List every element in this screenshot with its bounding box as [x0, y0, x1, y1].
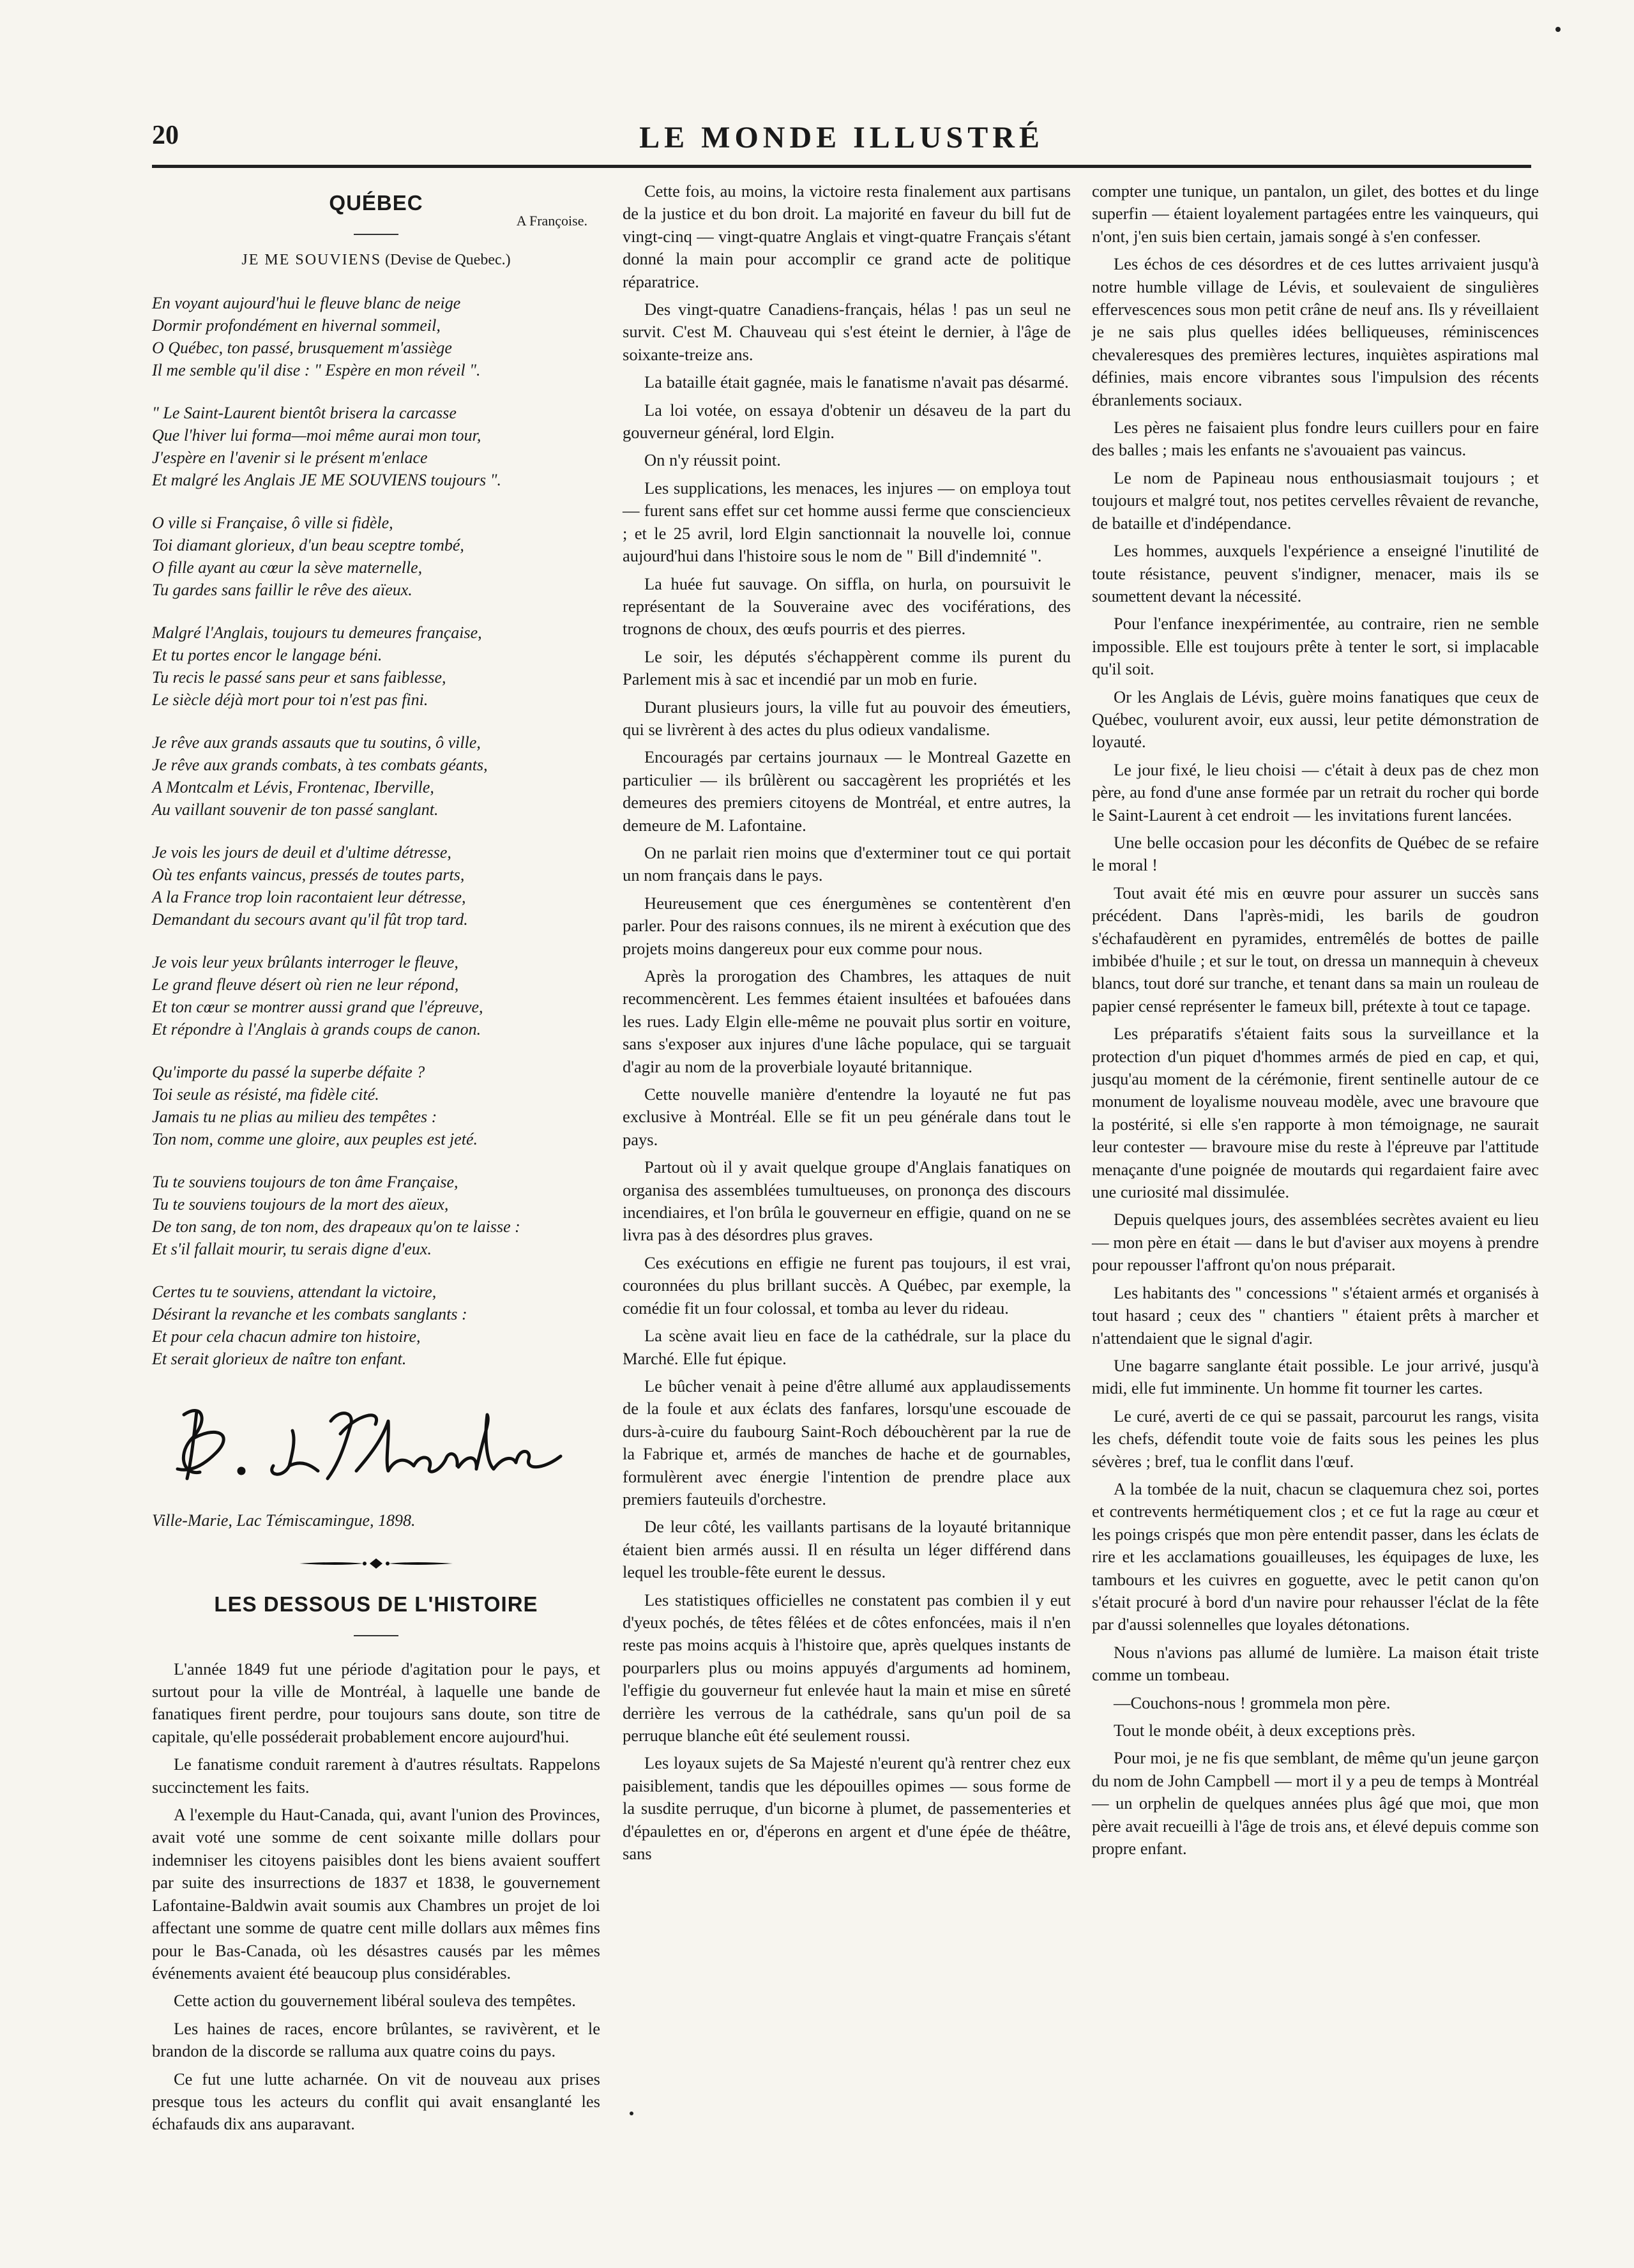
- signature-text: B. de Flandre: [165, 1396, 169, 1397]
- poem-line: Je vois leur yeux brûlants interroger le fleuve,: [152, 953, 458, 972]
- article-paragraph: Tout avait été mis en œuvre pour assurer un succès sans précédent. Dans l'après-midi, les barils de goudron s'échafaudèrent en pyramides, entremêlés de bottes de paille imbibée d'huile ; et sur le tout, on dressa un mannequin à cheveux blancs, tout doré sur tranche, et tenant dans sa main un rouleau de papier censé représenter le fameux bill, prétexte à tout ce tapage.: [1092, 883, 1539, 1016]
- poem-line: Le grand fleuve désert où rien ne leur répond,: [152, 975, 459, 994]
- article-paragraph: La bataille était gagnée, mais le fanatisme n'avait pas désarmé.: [644, 372, 1069, 392]
- article-paragraph: Encouragés par certains journaux — le Montreal Gazette en particulier — ils brûlèrent ou saccagèrent les propriétés et les demeures des premiers citoyens de Montréal, et entre autres, la demeure de M. Lafontaine.: [623, 747, 1071, 835]
- poem-line: Et tu portes encor le langage béni.: [152, 646, 382, 665]
- article-paragraph: De leur côté, les vaillants partisans de la loyauté britannique étaient bien armés aussi. Il en résulta un léger différend dans lequel les trouble-fête eurent le dessus.: [623, 1517, 1071, 1582]
- article-paragraph: Des vingt-quatre Canadiens-français, hélas ! pas un seul ne survit. C'est M. Chauveau qui s'est éteint le dernier, à l'âge de soixante-treize ans.: [623, 300, 1071, 364]
- article-paragraph: Les supplications, les menaces, les injures — on employa tout — furent sans effet sur cet homme aussi ferme que consciencieux ; et le 25 avril, lord Elgin sanctionnait la nouvelle loi, connue aujourd'hui dans l'histoire sous le nom de " Bill d'indemnité ".: [623, 478, 1071, 566]
- poem-stanza: [152, 951, 600, 1040]
- section-ornament: [299, 1557, 453, 1570]
- article-paragraph: Cette fois, au moins, la victoire resta finalement aux partisans de la justice et du bon droit. La majorité en faveur du bill fut de vingt-cinq — vingt-quatre Anglais et vingt-quatre Français s'étant donné la main pour accomplir ce grand acte de politique réparatrice.: [623, 181, 1071, 291]
- poem-line: Tu te souviens toujours de ton âme Française,: [152, 1173, 458, 1192]
- poem-line: Je vois les jours de deuil et d'ultime détresse,: [152, 843, 451, 862]
- poem-line: Certes tu te souviens, attendant la victoire,: [152, 1282, 437, 1302]
- article-paragraph: Une belle occasion pour les déconfits de Québec de se refaire le moral !: [1092, 832, 1539, 875]
- poem-line: Toi seule as résisté, ma fidèle cité.: [152, 1085, 379, 1104]
- article-paragraph: Les échos de ces désordres et de ces luttes arrivaient jusqu'à notre humble village de Lévis, et soulevaient de singulières effervescences sous mon petit crâne de neuf ans. Ils y réveillaient je ne sais plus quelles idées belliqueuses, réminiscences chevaleresques des premières lectures, inquiètes aspirations mal définies, mais encore vibrantes sous l'impulsion des récents ébranlements sociaux.: [1092, 254, 1539, 409]
- poem-place-date: Ville-Marie, Lac Témiscamingue, 1898.: [152, 1511, 416, 1530]
- article-paragraph: Ces exécutions en effigie ne furent pas toujours, il est vrai, couronnées du plus brillant succès. A Québec, par exemple, la comédie fit un four colossal, et tomba au lever du rideau.: [623, 1252, 1071, 1318]
- article-paragraph: Heureusement que ces énergumènes se contentèrent d'en parler. Pour des raisons connues, ils ne mirent à exécution que des projets moins dangereux pour eux comme pour nous.: [623, 893, 1071, 958]
- poem-stanza: [152, 512, 600, 601]
- motto-caps: JE ME SOUVIENS: [241, 252, 382, 268]
- print-speck: [1555, 27, 1561, 32]
- article-paragraph: Partout où il y avait quelque groupe d'Anglais fanatiques on organisa des assemblées tumultueuses, on prononça des discours incendiaires, et l'on brûla le gouverneur en effigie, quand on ne se livra pas à des désordres plus graves.: [623, 1157, 1071, 1245]
- article-paragraph: Le nom de Papineau nous enthousiasmait toujours ; et toujours et malgré tout, nos petites cervelles rêvaient de revanche, de bataille et d'indépendance.: [1092, 468, 1539, 533]
- article-paragraph: —Couchons-nous ! grommela mon père.: [1114, 1693, 1391, 1712]
- signature-image: [165, 1396, 573, 1491]
- poem-motto: [152, 249, 600, 271]
- poem-line: Et serait glorieux de naître ton enfant.: [152, 1350, 407, 1369]
- poem-stanza: [152, 731, 600, 821]
- poem-line: Que l'hiver lui forma—moi même aurai mon tour,: [152, 426, 481, 445]
- article-paragraph: Le soir, les députés s'échappèrent comme ils purent du Parlement mis à sac et incendié par un mob en furie.: [623, 646, 1071, 689]
- article-title: LES DESSOUS DE L'HISTOIRE: [214, 1592, 538, 1617]
- article-paragraph: Les habitants des " concessions " s'étaient armés et organisés à tout hasard ; ceux des " chantiers " étaient prêts à marcher et n'attendaient que le signal d'agir.: [1092, 1282, 1539, 1348]
- header-rule: [152, 165, 1531, 168]
- article-paragraph: Or les Anglais de Lévis, guère moins fanatiques que ceux de Québec, voulurent avoir, eux aussi, leur petite démonstration de loyauté.: [1092, 687, 1539, 752]
- page-number: 20: [152, 121, 179, 150]
- article-paragraph: Les pères ne faisaient plus fondre leurs cuillers pour en faire des balles ; mais les enfants ne s'avouaient pas vaincus.: [1092, 418, 1539, 460]
- poem-line: Tu recis le passé sans peur et sans faiblesse,: [152, 668, 446, 687]
- article-paragraph: Pour moi, je ne fis que semblant, de même qu'un jeune garçon du nom de John Campbell — mort il y a peu de temps à Montréal — un orphelin de quelques années plus âgé que moi, que mon père avait recueilli à l'âge de trois ans, et élevé depuis comme son propre enfant.: [1092, 1748, 1539, 1859]
- article-paragraph: Depuis quelques jours, des assemblées secrètes avaient eu lieu — mon père en était — dans le but d'aviser aux moyens à prendre pour repousser l'affront qu'on nous préparait.: [1092, 1210, 1539, 1275]
- poem-line: Et pour cela chacun admire ton histoire,: [152, 1327, 421, 1346]
- article-paragraph: Les haines de races, encore brûlantes, se ravivèrent, et le brandon de la discorde se ralluma aux quatre coins du pays.: [152, 2018, 600, 2061]
- poem-line: O fille ayant au cœur la sève maternelle,: [152, 558, 423, 577]
- article-paragraph: A la tombée de la nuit, chacun se claquemura chez soi, portes et contrevents hermétiquement clos ; et ce fut la rage au cœur et les poings crispés que mon père entendit passer, dans les éclats de rire et les acclamations gouailleuses, les équipages de luxe, les tambours et les cuivres en goguette, avec le petit canon qu'on s'était procuré à bord d'un navire pour rehausser l'éclat de la fête par d'aussi solennelles que loyales détonations.: [1092, 1479, 1539, 1634]
- article-paragraph: Les préparatifs s'étaient faits sous la surveillance et la protection d'un piquet d'hommes armés de pied en cap, et qui, jusqu'au moment de la cérémonie, firent sentinelle autour de ce monument de loyalisme nouveau modèle, avec une bravoure que la postérité, si elle s'en rapporte à mon témoignage, ne saurait leur contester — bravoure mise du reste à l'épreuve par l'attitude menaçante d'une poignée de moutards qui regardaient faire avec une curiosité mal dissimulée.: [1092, 1024, 1539, 1202]
- poem-line: Au vaillant souvenir de ton passé sanglant.: [152, 800, 439, 819]
- poem-dedication: A Françoise.: [516, 213, 587, 229]
- poem-line: Et s'il fallait mourir, tu serais digne d'eux.: [152, 1240, 432, 1259]
- article-paragraph: A l'exemple du Haut-Canada, qui, avant l'union des Provinces, avait voté une somme de cent soixante mille dollars pour indemniser les citoyens paisibles dont les biens avaient souffert par suite des insurrections de 1837 et 1838, le gouvernement Lafontaine-Baldwin avait soumis aux Chambres un projet de loi affectant une somme de quatre cent mille dollars aux mêmes fins pour le Bas-Canada, où les désastres causés par les mêmes événements avaient été beaucoup plus considérables.: [152, 1805, 600, 1983]
- poem-line: Et répondre à l'Anglais à grands coups de canon.: [152, 1020, 481, 1039]
- poem-line: Dormir profondément en hivernal sommeil,: [152, 316, 441, 335]
- poem-heading: [152, 180, 600, 230]
- article-paragraph: La loi votée, on essaya d'obtenir un désaveu de la part du gouverneur général, lord Elgin.: [623, 400, 1071, 443]
- article-paragraph: Après la prorogation des Chambres, les attaques de nuit recommencèrent. Les femmes étaient insultées et bafouées dans les rues. Lady Elgin elle-même ne pouvait plus sortir en voiture, sans s'exposer aux injures d'une lâche populace, qui se targuait d'agir au nom de la proverbiale loyauté britannique.: [623, 966, 1071, 1076]
- poem-line: Il me semble qu'il dise : " Espère en mon réveil ".: [152, 361, 481, 380]
- article-paragraph: Pour l'enfance inexpérimentée, au contraire, rien ne semble impossible. Elle est toujours prête à tenter le sort, si implacable qu'il soit.: [1092, 614, 1539, 679]
- article-paragraph: Le fanatisme conduit rarement à d'autres résultats. Rappelons succinctement les faits.: [152, 1754, 600, 1797]
- poem-line: Jamais tu ne plias au milieu des tempêtes :: [152, 1107, 437, 1127]
- article-paragraph: Le bûcher venait à peine d'être allumé aux applaudissements de la foule et aux éclats des fanfares, lorsqu'une escouade de durs-à-cuire du faubourg Saint-Roch débouchèrent par la rue de la Fabrique et, armés de manches de hache et de gournables, formulèrent avec énergie l'intention de prendre place aux premiers fauteuils d'orchestre.: [623, 1376, 1071, 1509]
- poem-stanza: [152, 621, 600, 711]
- poem-title-rule: [354, 234, 398, 235]
- article-paragraph: Les loyaux sujets de Sa Majesté n'eurent qu'à rentrer chez eux paisiblement, tandis que les dépouilles opimes — sous forme de la susdite perruque, d'un bicorne à plumet, de passementeries et d'épaulettes en or, d'éperons en argent et d'une épée de théâtre, sans: [623, 1753, 1071, 1864]
- article-paragraph: Durant plusieurs jours, la ville fut au pouvoir des émeutiers, qui se livrèrent à des actes du plus odieux vandalisme.: [623, 697, 1071, 739]
- article-paragraph: On n'y réussit point.: [644, 450, 781, 470]
- poem-stanza: [152, 1061, 600, 1150]
- poem-line: Je rêve aux grands assauts que tu soutins, ô ville,: [152, 733, 481, 752]
- poem-title: QUÉBEC: [329, 191, 423, 215]
- print-speck: [630, 2112, 633, 2115]
- page-header: [152, 120, 1531, 156]
- poem-line: Désirant la revanche et les combats sanglants :: [152, 1305, 467, 1324]
- poem-line: O Québec, ton passé, brusquement m'assiège: [152, 339, 452, 358]
- article-paragraph: Nous n'avions pas allumé de lumière. La maison était triste comme un tombeau.: [1092, 1642, 1539, 1685]
- poem-line: Tu te souviens toujours de la mort des aïeux,: [152, 1195, 449, 1214]
- article-paragraph: Une bagarre sanglante était possible. Le jour arrivé, jusqu'à midi, elle fut imminente. Un homme fit tourner les cartes.: [1092, 1355, 1539, 1398]
- article-paragraph: Les hommes, auxquels l'expérience a enseigné l'inutilité de toute résistance, peuvent s'indigner, menacer, mais ils se soumettent devant la nécessité.: [1092, 541, 1539, 605]
- poem-line: De ton sang, de ton nom, des drapeaux qu'on te laisse :: [152, 1217, 520, 1237]
- poem-line: Toi diamant glorieux, d'un beau sceptre tombé,: [152, 536, 464, 555]
- poem-line: En voyant aujourd'hui le fleuve blanc de neige: [152, 294, 461, 313]
- article-paragraph: Cette action du gouvernement libéral souleva des tempêtes.: [174, 1991, 576, 2011]
- article-title-rule: [354, 1635, 398, 1636]
- journal-title: LE MONDE ILLUSTRÉ: [639, 121, 1044, 155]
- article-paragraph: Le curé, averti de ce qui se passait, parcourut les rangs, visita les chefs, défendit toute voie de faits sous les peines les plus sévères ; bref, tua le conflit dans l'œuf.: [1092, 1406, 1539, 1471]
- poem-line: Et ton cœur se montrer aussi grand que l'épreuve,: [152, 998, 483, 1017]
- motto-source: (Devise de Quebec.): [381, 252, 511, 268]
- article-paragraph: On ne parlait rien moins que d'exterminer tout ce qui portait un nom français dans le pays.: [623, 842, 1071, 885]
- poem-line: " Le Saint-Laurent bientôt brisera la carcasse: [152, 404, 457, 423]
- poem-line: Tu gardes sans faillir le rêve des aïeux.: [152, 581, 412, 600]
- poem-line: Qu'importe du passé la superbe défaite ?: [152, 1063, 425, 1082]
- article-column-1-text: [152, 1658, 600, 2136]
- article-paragraph: La huée fut sauvage. On siffla, on hurla, on poursuivit le représentant de la Souveraine avec des vociférations, des trognons de choux, des œufs pourris et des pierres.: [623, 574, 1071, 639]
- poem-stanza: [152, 841, 600, 931]
- poem-stanza: [152, 1281, 600, 1370]
- article-paragraph: compter une tunique, un pantalon, un gilet, des bottes et du linge superfin — étaient loyalement partagées entre les vainqueurs, qui n'ont, j'en suis bien certain, jamais songé à s'en confesser.: [1092, 181, 1539, 246]
- poem-line: Malgré l'Anglais, toujours tu demeures française,: [152, 623, 482, 643]
- article-paragraph: L'année 1849 fut une période d'agitation pour le pays, et surtout pour la ville de Montréal, à laquelle une bande de fanatiques firent perdre, pour toujours sans doute, son titre de capitale, qu'elle posséderait probablement encore aujourd'hui.: [152, 1659, 600, 1746]
- poem-line: Et malgré les Anglais JE ME SOUVIENS toujours ".: [152, 471, 502, 490]
- poem-stanza: [152, 292, 600, 381]
- poem-stanza: [152, 1171, 600, 1260]
- column-2: [623, 180, 1071, 1865]
- article-paragraph: Le jour fixé, le lieu choisi — c'était à deux pas de chez mon père, au fond d'une anse formée par un retrait du rocher qui borde le Saint-Laurent à cet endroit — les invitations furent lancées.: [1092, 759, 1539, 825]
- poem-body: [152, 292, 600, 1370]
- poem-line: Demandant du secours avant qu'il fût trop tard.: [152, 910, 468, 929]
- poem-line: Je rêve aux grands combats, à tes combats géants,: [152, 756, 488, 775]
- poem-line: Le siècle déjà mort pour toi n'est pas fini.: [152, 690, 428, 710]
- article-paragraph: Cette nouvelle manière d'entendre la loyauté ne fut pas exclusive à Montréal. Elle se fit un peu générale dans tout le pays.: [623, 1085, 1071, 1149]
- poem-stanza: [152, 402, 600, 491]
- poem-line: Où tes enfants vaincus, pressés de toutes parts,: [152, 865, 465, 885]
- poem-line: Ton nom, comme une gloire, aux peuples est jeté.: [152, 1130, 478, 1149]
- column-1: [152, 180, 600, 2136]
- poem-line: J'espère en l'avenir si le présent m'enlace: [152, 448, 428, 468]
- column-3: [1092, 180, 1539, 1860]
- article-paragraph: Les statistiques officielles ne constatent pas combien il y eut d'yeux pochés, de têtes fêlées et de côtes enfoncées, mais il n'en reste pas moins acquis à l'histoire que, après quelques instants de pourparlers plus ou moins appuyés d'arguments ad hominem, l'effigie du gouverneur fut enlevée haut la main et mise en sûreté derrière les verrous de la cathédrale, sans qu'un poil de sa perruque blanche eût été seulement roussi.: [623, 1590, 1071, 1745]
- article-paragraph: Tout le monde obéit, à deux exceptions près.: [1114, 1721, 1416, 1740]
- poem-line: O ville si Française, ô ville si fidèle,: [152, 514, 393, 533]
- article-paragraph: Ce fut une lutte acharnée. On vit de nouveau aux prises presque tous les acteurs du conflit qui avait ensanglanté les échafauds dix ans auparavant.: [152, 2069, 600, 2134]
- article-paragraph: La scène avait lieu en face de la cathédrale, sur la place du Marché. Elle fut épique.: [623, 1326, 1071, 1368]
- poem-line: A Montcalm et Lévis, Frontenac, Iberville,: [152, 778, 434, 797]
- poem-line: A la France trop loin racontaient leur détresse,: [152, 888, 466, 907]
